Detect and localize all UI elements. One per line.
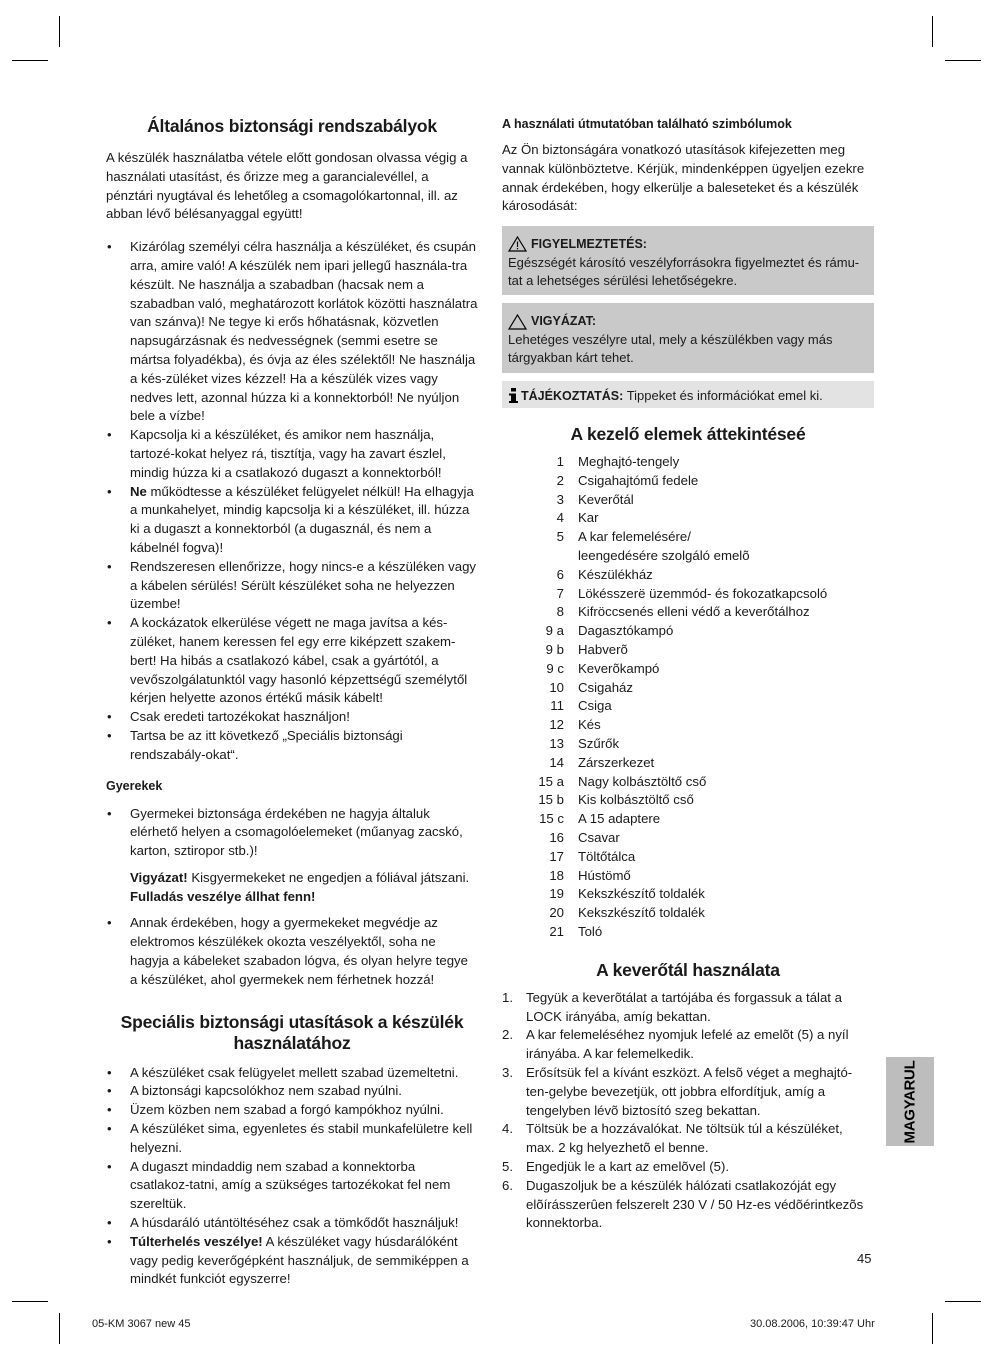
warning-line2: Fulladás veszélye állhat fenn! [130,888,316,904]
warning-box-title [508,235,866,253]
list-item: • Üzem közben nem szabad a forgó kampókhoz nyúlni. [106,1101,478,1120]
right-column [502,112,874,1233]
controls-list-item [502,904,874,923]
step-text: Engedjük le a kart az emelõvel (5). [526,1158,730,1174]
part-number: 2 [556,472,564,488]
controls-list [502,453,874,942]
part-number: 1 [556,454,564,470]
part-number: 9 c [546,660,564,676]
list-item-text: működtesse a készüléket felügyelet nélkül! Ha elhagyja a munkahelyet, mindig kapcsolja ki a készüléket, ill. húzza ki a dugaszt a konnektorból (a dugasznál, és nem a kábelnél fogva)! [130,483,474,555]
step-number: 2. [502,1027,513,1043]
part-number [502,547,578,566]
crop-mark [945,1301,981,1302]
footer-left: 05-KM 3067 new 45 [92,1318,191,1330]
part-label: Kekszkészítő toldalék [578,905,705,921]
children-list-2 [106,914,478,989]
part-number: 18 [549,867,564,883]
part-label: Dagasztókampó [578,623,674,639]
controls-list-item [502,773,874,792]
caution-box [502,303,874,372]
list-item: • A dugaszt mindaddig nem szabad a konnektorba csatlakoz-tatni, amíg a szükséges tartozékokat fel nem szereltük. [106,1158,478,1214]
step-item [502,1064,874,1120]
controls-list-item [502,453,874,472]
controls-list-item [502,622,874,641]
warning-box [502,226,874,295]
part-number: 9 a [545,623,564,639]
warning-box-text: Egészségét károsító veszélyforrásokra figyelmeztet és rámu-tat a lehetséges sérülési lehetőségekre. [508,254,860,288]
part-label: Keverőtál [578,491,634,507]
part-label: Toló [578,923,603,939]
controls-list-item [502,509,874,528]
crop-mark [932,16,933,47]
children-list [106,805,478,861]
list-item: • A biztonsági kapcsolókhoz nem szabad nyúlni. [106,1082,478,1101]
part-number: 15 c [539,811,564,827]
step-number: 1. [502,989,513,1005]
controls-list-item [502,641,874,660]
step-text: Tegyük a keverõtálat a tartójába és forgassuk a tálat a LOCK irányába, amíg bekattan. [526,989,842,1024]
general-safety-list [106,238,478,764]
controls-list-item [502,566,874,585]
list-item: • Rendszeresen ellenőrizze, hogy nincs-e a készüléken vagy a kábelen sérülés! Sérült készüléket soha ne helyezzen üzembe! [106,558,478,614]
part-label: A kar felemelésére/ [578,529,691,545]
part-number: 21 [549,923,564,939]
caution-box-label: VIGYÁZAT: [531,314,597,329]
crop-mark [59,1313,60,1344]
list-item: • A készüléket sima, egyenletes és stabil munkafelületre kell helyezni. [106,1120,478,1158]
list-item: • Tartsa be az itt következő „Speciális biztonsági rendszabály-okat“. [106,727,478,765]
part-label: Kifröccsenés elleni védő a keverőtálhoz [578,604,810,620]
part-number: 3 [556,491,564,507]
general-safety-intro: A készülék használatba vétele előtt gondosan olvassa végig a használati utasítást, és őrizze meg a garancialevéllel, a pénztári nyugtával és lehetőleg a csomagolókartonnal, ill. az abban lévő bélésanyaggal együtt! [106,150,468,222]
left-column [106,112,478,1303]
part-number: 14 [549,754,564,770]
part-number: 6 [556,566,564,582]
step-item [502,1120,874,1158]
controls-list-item [502,603,874,622]
info-box-text: Tippeket és információkat emel ki. [623,387,823,403]
footer-right: 30.08.2006, 10:39:47 Uhr [750,1318,875,1330]
part-label: Kis kolbásztöltő cső [578,792,694,808]
step-number: 3. [502,1064,513,1080]
bowl-usage-title: A keverőtál használata [596,959,780,980]
info-box-label: TÁJÉKOZTATÁS: [521,388,624,403]
warning-triangle-icon [508,236,527,252]
controls-list-item [502,923,874,942]
step-text: Töltsük be a hozzávalókat. Ne töltsük túl a készüléket, max. 2 kg helyezhetõ el benne. [526,1121,843,1156]
part-label: Csigahajtómű fedele [578,472,699,488]
controls-list-item [502,848,874,867]
special-safety-title: Speciális biztonsági utasítások a készülék használatához [120,1011,464,1053]
controls-list-item [502,716,874,735]
part-label: Habverõ [578,642,628,657]
part-number: 16 [549,829,564,845]
part-number: 4 [556,510,564,526]
language-tab [886,1057,934,1146]
list-item: • Kizárólag személyi célra használja a készüléket, és csupán arra, amire való! A készülék nem ipari jellegű használa-tra készült. Ne használja a szabadban (hacsak nem a szabadban való, meghatározott korlátok közötti használatra van szánva)! Ne tegye ki erős hőhatásnak, közvetlen napsugárzásnak és nedvességnek (semmi esetre se mártsa folyadékba), és óvja az éles szélektől! Ne használja a kés-züléket vizes kézzel! Ha a készülék vizes vagy nedves lett, azonnal húzza ki a konnektorból! Ne nyúljon bele a vízbe! [106,238,478,426]
part-label: Töltőtálca [578,848,636,864]
part-number: 9 b [545,642,564,657]
part-label: A 15 adaptere [578,811,661,827]
bold-text: Túlterhelés veszélye! [130,1233,263,1249]
language-tab-label: MAGYARUL [901,1060,919,1143]
step-text: A kar felemeléséhez nyomjuk lefelé az emelõt (5) a nyíl irányába. A kar felemelkedik. [526,1027,849,1062]
list-item: • Kapcsolja ki a készüléket, és amikor nem használja, tartozé-kokat helyez rá, tisztítja, vagy ha zavart észlel, mindig húzza ki a csatlakozó dugaszt a konnektorból! [106,426,478,482]
crop-mark [12,1301,48,1302]
part-label: Szűrők [578,735,620,751]
part-label: Készülékház [578,566,653,582]
step-item [502,1177,874,1233]
controls-list-item [502,547,874,566]
symbols-heading: A használati útmutatóban található szimbólumok [502,117,792,131]
controls-list-item [502,585,874,604]
part-number: 10 [549,679,564,695]
step-number: 4. [502,1121,513,1137]
step-text: Dugaszoljuk be a készülék hálózati csatlakozóját egy elõírásszerûen felszerelt 230 V / 50 Hz-es védõérintkezõs konnektorba. [526,1177,864,1231]
part-label: Csavar [578,829,620,845]
warning-box-label: FIGYELMEZTETÉS: [531,237,647,252]
bold-text: Ne [130,483,147,499]
controls-list-item [502,885,874,904]
warning-label: Vigyázat! [130,869,188,885]
special-safety-list [106,1064,478,1290]
crop-mark [932,1313,933,1344]
part-number: 13 [549,735,564,751]
step-item [502,1026,874,1064]
controls-list-item [502,735,874,754]
general-safety-title: Általános biztonsági rendszabályok [147,116,437,136]
list-item: • A kockázatok elkerülése végett ne maga javítsa a kés-züléket, hanem keressen fel egy erre kiképzett szakem-bert! Ha hibás a csatlakozó kábel, csak a gyártótól, a vevőszolgálatunktól vagy hasonló képzettségű személytől kérjen helyette azonos értékű másik kábelt! [106,614,478,708]
step-number: 5. [502,1158,513,1174]
part-number: 19 [549,886,564,902]
controls-list-item [502,791,874,810]
part-label: Kés [578,717,601,733]
part-label: Zárszerkezet [578,754,655,770]
part-label: Csiga [578,698,612,714]
part-label: Csigaház [578,679,633,695]
part-number: 7 [556,585,564,601]
controls-list-item [502,679,874,698]
part-number: 15 b [538,792,564,808]
part-label: Kar [578,510,599,526]
part-number: 20 [549,905,564,921]
part-label: leengedésére szolgáló emelõ [578,548,750,564]
list-item-text: A készüléket vagy húsdarálóként vagy pedig keverőgépként használjuk, de semmiképpen a mindkét funkciót egyszerre! [130,1233,469,1287]
part-label: Meghajtó-tengely [578,454,680,470]
part-number: 12 [549,717,564,733]
list-item: • A készüléket csak felügyelet mellett szabad üzemeltetni. [106,1064,478,1083]
step-item [502,989,874,1027]
list-item: • Csak eredeti tartozékokat használjon! [106,708,478,727]
children-warning [130,869,478,907]
caution-box-title [508,312,866,330]
list-item: • Gyermekei biztonsága érdekében ne hagyja általuk elérhető helyen a csomagolóelemeket (műanyag zacskó, karton, sztiropor stb.)! [106,805,478,861]
part-label: Kekszkészítő toldalék [578,886,705,902]
controls-list-item [502,697,874,716]
part-label: Lökésszerë üzemmód- és fokozatkapcsoló [578,585,828,601]
part-number: 11 [550,698,564,714]
list-item: • A húsdaráló utántöltéséhez csak a tömkődőt használjuk! [106,1214,478,1233]
warning-text: Kisgyermekeket ne engedjen a fóliával játszani. [187,869,470,885]
info-box-content [521,387,823,405]
list-item [106,483,478,558]
info-icon [508,388,519,403]
crop-mark [12,60,48,61]
part-number: 5 [556,529,564,545]
symbols-intro: Az Ön biztonságára vonatkozó utasítások kifejezetten meg vannak különböztetve. Kérjük, mindenképpen ügyeljen ezekre annak érdekében, hogy elkerülje a baleseteket és a készülék károsodását: [502,142,865,214]
step-item [502,1158,874,1177]
controls-list-item [502,528,874,547]
info-box [502,381,874,408]
crop-mark [59,16,60,47]
caution-box-text: Lehetéges veszélyre utal, mely a készülékben vagy más tárgyakban kárt tehet. [508,331,833,366]
part-number: 15 a [538,773,564,789]
page-number: 45 [857,1251,872,1266]
controls-list-item [502,472,874,491]
controls-list-item [502,867,874,886]
caution-triangle-icon [508,314,527,330]
part-label: Hústömő [578,867,631,883]
part-number: 8 [556,604,564,620]
controls-list-item [502,810,874,829]
crop-mark [945,60,981,61]
part-label: Keverõkampó [578,660,660,676]
list-item: • Annak érdekében, hogy a gyermekeket megvédje az elektromos készülékek okozta veszélyektől, soha ne hagyja a kábeleket szabadon lógva, és olyan helyre tegye a készüléket, ahol gyermekek nem férhetnek hozzá! [106,914,478,989]
controls-list-item [502,754,874,773]
children-heading: Gyerekek [106,778,163,793]
list-item [106,1233,478,1289]
controls-list-item [502,491,874,510]
controls-list-item [502,660,874,679]
bowl-steps-list [502,989,874,1233]
step-number: 6. [502,1177,513,1193]
step-text: Erősítsük fel a kívánt eszközt. A felsõ véget a meghajtó-ten-gelybe bevezetjük, ott jobbra elfordítjuk, amíg a tengelyben lévõ biztosító szeg bekattan. [526,1064,853,1118]
part-number: 17 [549,848,564,864]
controls-title: A kezelő elemek áttekintéseé [570,424,806,445]
part-label: Nagy kolbásztöltő cső [578,773,707,789]
controls-list-item [502,829,874,848]
